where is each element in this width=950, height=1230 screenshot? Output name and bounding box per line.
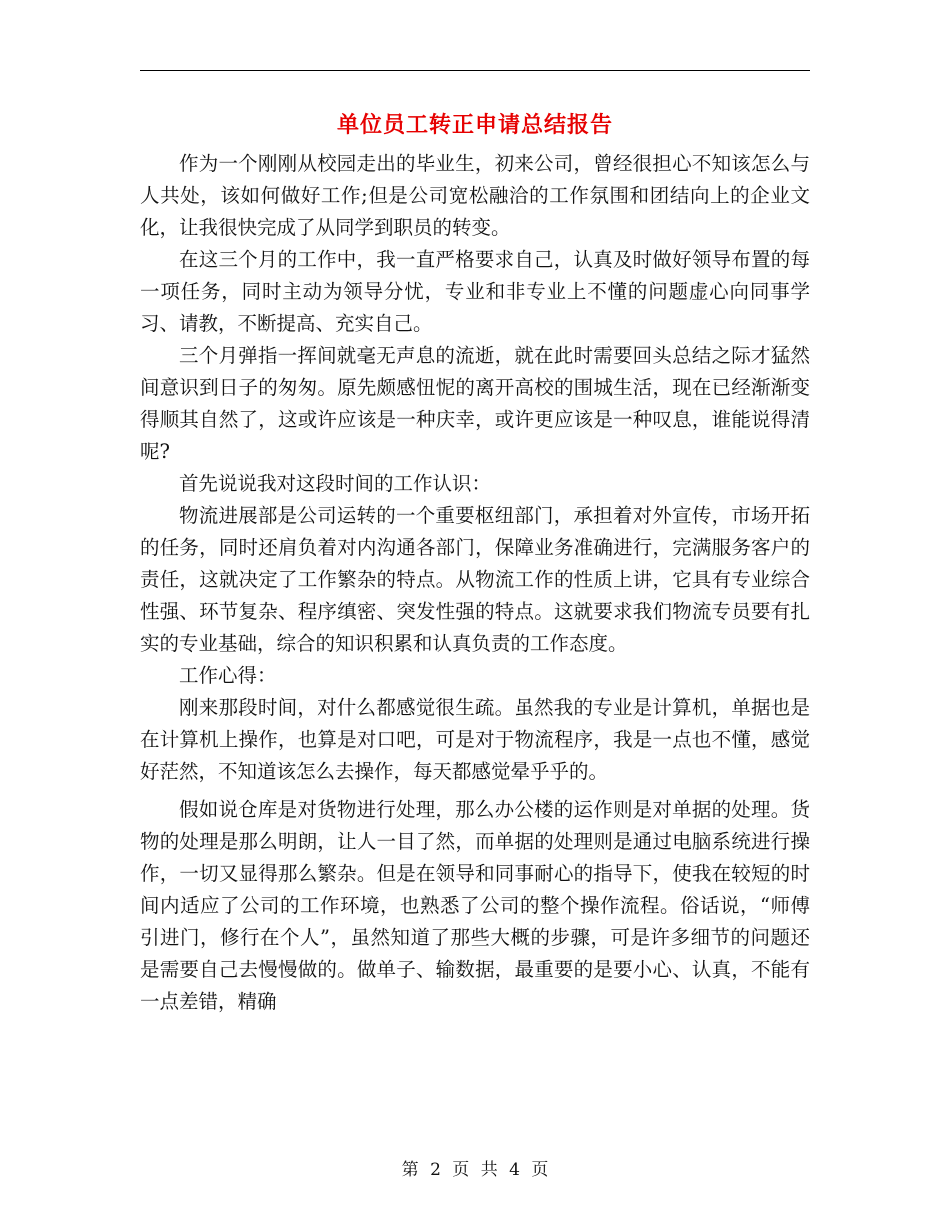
paragraph-1: 作为一个刚刚从校园走出的毕业生，初来公司，曾经很担心不知该怎么与人共处，该如何做好工作;但是公司宽松融洽的工作氛围和团结向上的企业文化，让我很快完成了从同学到职员的转变。: [140, 152, 810, 239]
paragraph-3: 三个月弹指一挥间就毫无声息的流逝，就在此时需要回头总结之际才猛然间意识到日子的匆匆。原先颇感忸怩的离开高校的围城生活，现在已经渐渐变得顺其自然了，这或许应该是一种庆幸，或许更应该是一种叹息，谁能说得清呢?: [140, 344, 810, 463]
header-rule: [140, 70, 810, 71]
page-footer: 第 2 页 共 4 页: [401, 1160, 549, 1180]
document-body: [140, 148, 810, 1018]
paragraph-7: 刚来那段时间，对什么都感觉很生疏。虽然我的专业是计算机，单据也是在计算机上操作，也算是对口吧，可是对于物流程序，我是一点也不懂，感觉好茫然，不知道该怎么去操作，每天都感觉晕乎乎的。: [140, 696, 810, 783]
paragraph-5: 物流进展部是公司运转的一个重要枢纽部门，承担着对外宣传，市场开拓的任务，同时还肩负着对内沟通各部门，保障业务准确进行，完满服务客户的责任，这就决定了工作繁杂的特点。从物流工作的性质上讲，它具有专业综合性强、环节复杂、程序缜密、突发性强的特点。这就要求我们物流专员要有扎实的专业基础，综合的知识积累和认真负责的工作态度。: [140, 504, 810, 655]
paragraph-6: 工作心得：: [179, 664, 277, 687]
document-title: 单位员工转正申请总结报告: [336, 112, 613, 138]
paragraph-2: 在这三个月的工作中，我一直严格要求自己，认真及时做好领导布置的每一项任务，同时主动为领导分忧，专业和非专业上不懂的问题虚心向同事学习、请教，不断提高、充实自己。: [140, 248, 810, 335]
paragraph-8: 假如说仓库是对货物进行处理，那么办公楼的运作则是对单据的处理。货物的处理是那么明朗，让人一目了然，而单据的处理则是通过电脑系统进行操作，一切又显得那么繁杂。但是在领导和同事耐心的指导下，使我在较短的时间内适应了公司的工作环境，也熟悉了公司的整个操作流程。俗话说，“师傅引进门，修行在个人”，虽然知道了那些大概的步骤，可是许多细节的问题还是需要自己去慢慢做的。做单子、输数据，最重要的是要小心、认真，不能有一点差错，精确: [140, 798, 810, 1013]
paragraph-4: 首先说说我对这段时间的工作认识：: [179, 472, 492, 495]
